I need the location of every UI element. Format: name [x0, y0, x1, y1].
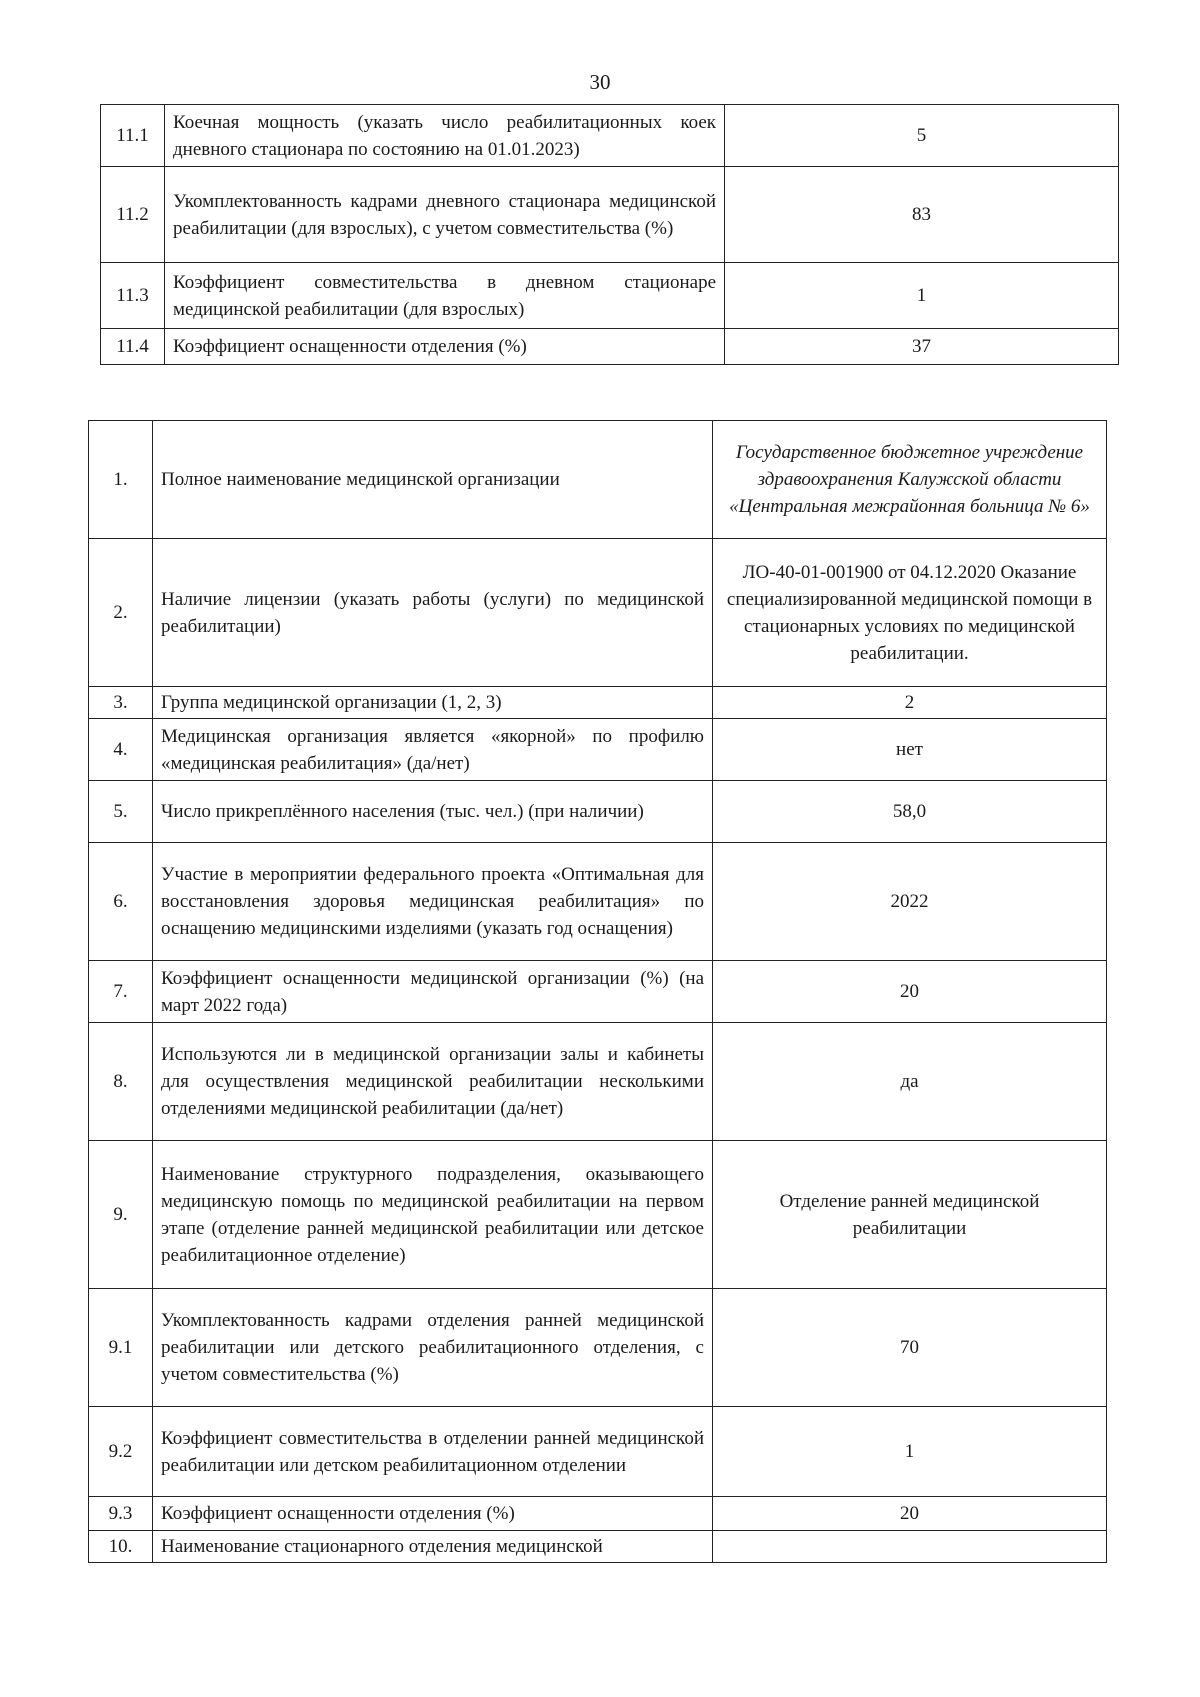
table-row [89, 1497, 1107, 1531]
row-number: 3. [89, 687, 153, 719]
row-number: 9. [89, 1141, 153, 1289]
row-description: Наименование стационарного отделения медицинской [153, 1531, 713, 1563]
table-row [89, 843, 1107, 961]
row-number: 4. [89, 719, 153, 781]
row-number: 9.3 [89, 1497, 153, 1531]
row-description: Участие в мероприятии федерального проекта «Оптимальная для восстановления здоровья медицинская реабилитация» по оснащению медицинскими изделиями (указать год оснащения) [153, 843, 713, 961]
row-description: Полное наименование медицинской организации [153, 421, 713, 539]
row-value [713, 1531, 1107, 1563]
row-value: 2022 [713, 843, 1107, 961]
row-description: Используются ли в медицинской организации залы и кабинеты для осуществления медицинской реабилитации несколькими отделениями медицинской реабилитации (да/нет) [153, 1023, 713, 1141]
row-value: да [713, 1023, 1107, 1141]
table-row [89, 1023, 1107, 1141]
table-row [89, 1289, 1107, 1407]
row-description: Коэффициент совместительства в отделении ранней медицинской реабилитации или детском реабилитационном отделении [153, 1407, 713, 1497]
row-number: 6. [89, 843, 153, 961]
row-description: Группа медицинской организации (1, 2, 3) [153, 687, 713, 719]
row-number: 11.1 [101, 105, 165, 167]
row-value: 20 [713, 1497, 1107, 1531]
table-row [89, 1141, 1107, 1289]
row-value: 70 [713, 1289, 1107, 1407]
row-description: Коэффициент оснащенности отделения (%) [165, 329, 725, 365]
row-value: 2 [713, 687, 1107, 719]
table-row [89, 539, 1107, 687]
table-row [89, 687, 1107, 719]
table-row [101, 263, 1119, 329]
row-number: 9.2 [89, 1407, 153, 1497]
row-number: 5. [89, 781, 153, 843]
table-row [89, 719, 1107, 781]
table-row [89, 1407, 1107, 1497]
table-row [101, 329, 1119, 365]
row-number: 11.4 [101, 329, 165, 365]
row-description: Наименование структурного подразделения, оказывающего медицинскую помощь по медицинской реабилитации на первом этапе (отделение ранней медицинской реабилитации или детское реабилитационное отделение) [153, 1141, 713, 1289]
row-description: Наличие лицензии (указать работы (услуги) по медицинской реабилитации) [153, 539, 713, 687]
row-description: Число прикреплённого населения (тыс. чел.) (при наличии) [153, 781, 713, 843]
row-number: 7. [89, 961, 153, 1023]
row-description: Укомплектованность кадрами отделения ранней медицинской реабилитации или детского реабилитационного отделения, с учетом совместительства (%) [153, 1289, 713, 1407]
table-row [101, 105, 1119, 167]
row-value: 20 [713, 961, 1107, 1023]
row-description: Медицинская организация является «якорной» по профилю «медицинская реабилитация» (да/нет) [153, 719, 713, 781]
row-value: 1 [725, 263, 1119, 329]
row-value: 1 [713, 1407, 1107, 1497]
row-value: Отделение ранней медицинской реабилитации [713, 1141, 1107, 1289]
row-description: Коэффициент оснащенности медицинской организации (%) (на март 2022 года) [153, 961, 713, 1023]
row-number: 10. [89, 1531, 153, 1563]
table-row [89, 961, 1107, 1023]
row-description: Укомплектованность кадрами дневного стационара медицинской реабилитации (для взрослых), с учетом совместительства (%) [165, 167, 725, 263]
rehab-day-hospital-table [100, 104, 1119, 365]
row-description: Коэффициент оснащенности отделения (%) [153, 1497, 713, 1531]
table-row [101, 167, 1119, 263]
row-number: 8. [89, 1023, 153, 1141]
row-number: 1. [89, 421, 153, 539]
row-number: 11.3 [101, 263, 165, 329]
row-number: 9.1 [89, 1289, 153, 1407]
row-value: 83 [725, 167, 1119, 263]
row-value: Государственное бюджетное учреждение здравоохранения Калужской области «Центральная межрайонная больница № 6» [713, 421, 1107, 539]
row-description: Коэффициент совместительства в дневном стационаре медицинской реабилитации (для взрослых) [165, 263, 725, 329]
row-value: 37 [725, 329, 1119, 365]
table-row [89, 421, 1107, 539]
row-value: нет [713, 719, 1107, 781]
page-number: 30 [589, 70, 611, 94]
row-description: Коечная мощность (указать число реабилитационных коек дневного стационара по состоянию на 01.01.2023) [165, 105, 725, 167]
row-value: 58,0 [713, 781, 1107, 843]
row-number: 11.2 [101, 167, 165, 263]
medical-organization-table [88, 420, 1107, 1563]
row-value: ЛО-40-01-001900 от 04.12.2020 Оказание специализированной медицинской помощи в стационарных условиях по медицинской реабилитации. [713, 539, 1107, 687]
table-row [89, 781, 1107, 843]
row-number: 2. [89, 539, 153, 687]
table-row [89, 1531, 1107, 1563]
row-value: 5 [725, 105, 1119, 167]
